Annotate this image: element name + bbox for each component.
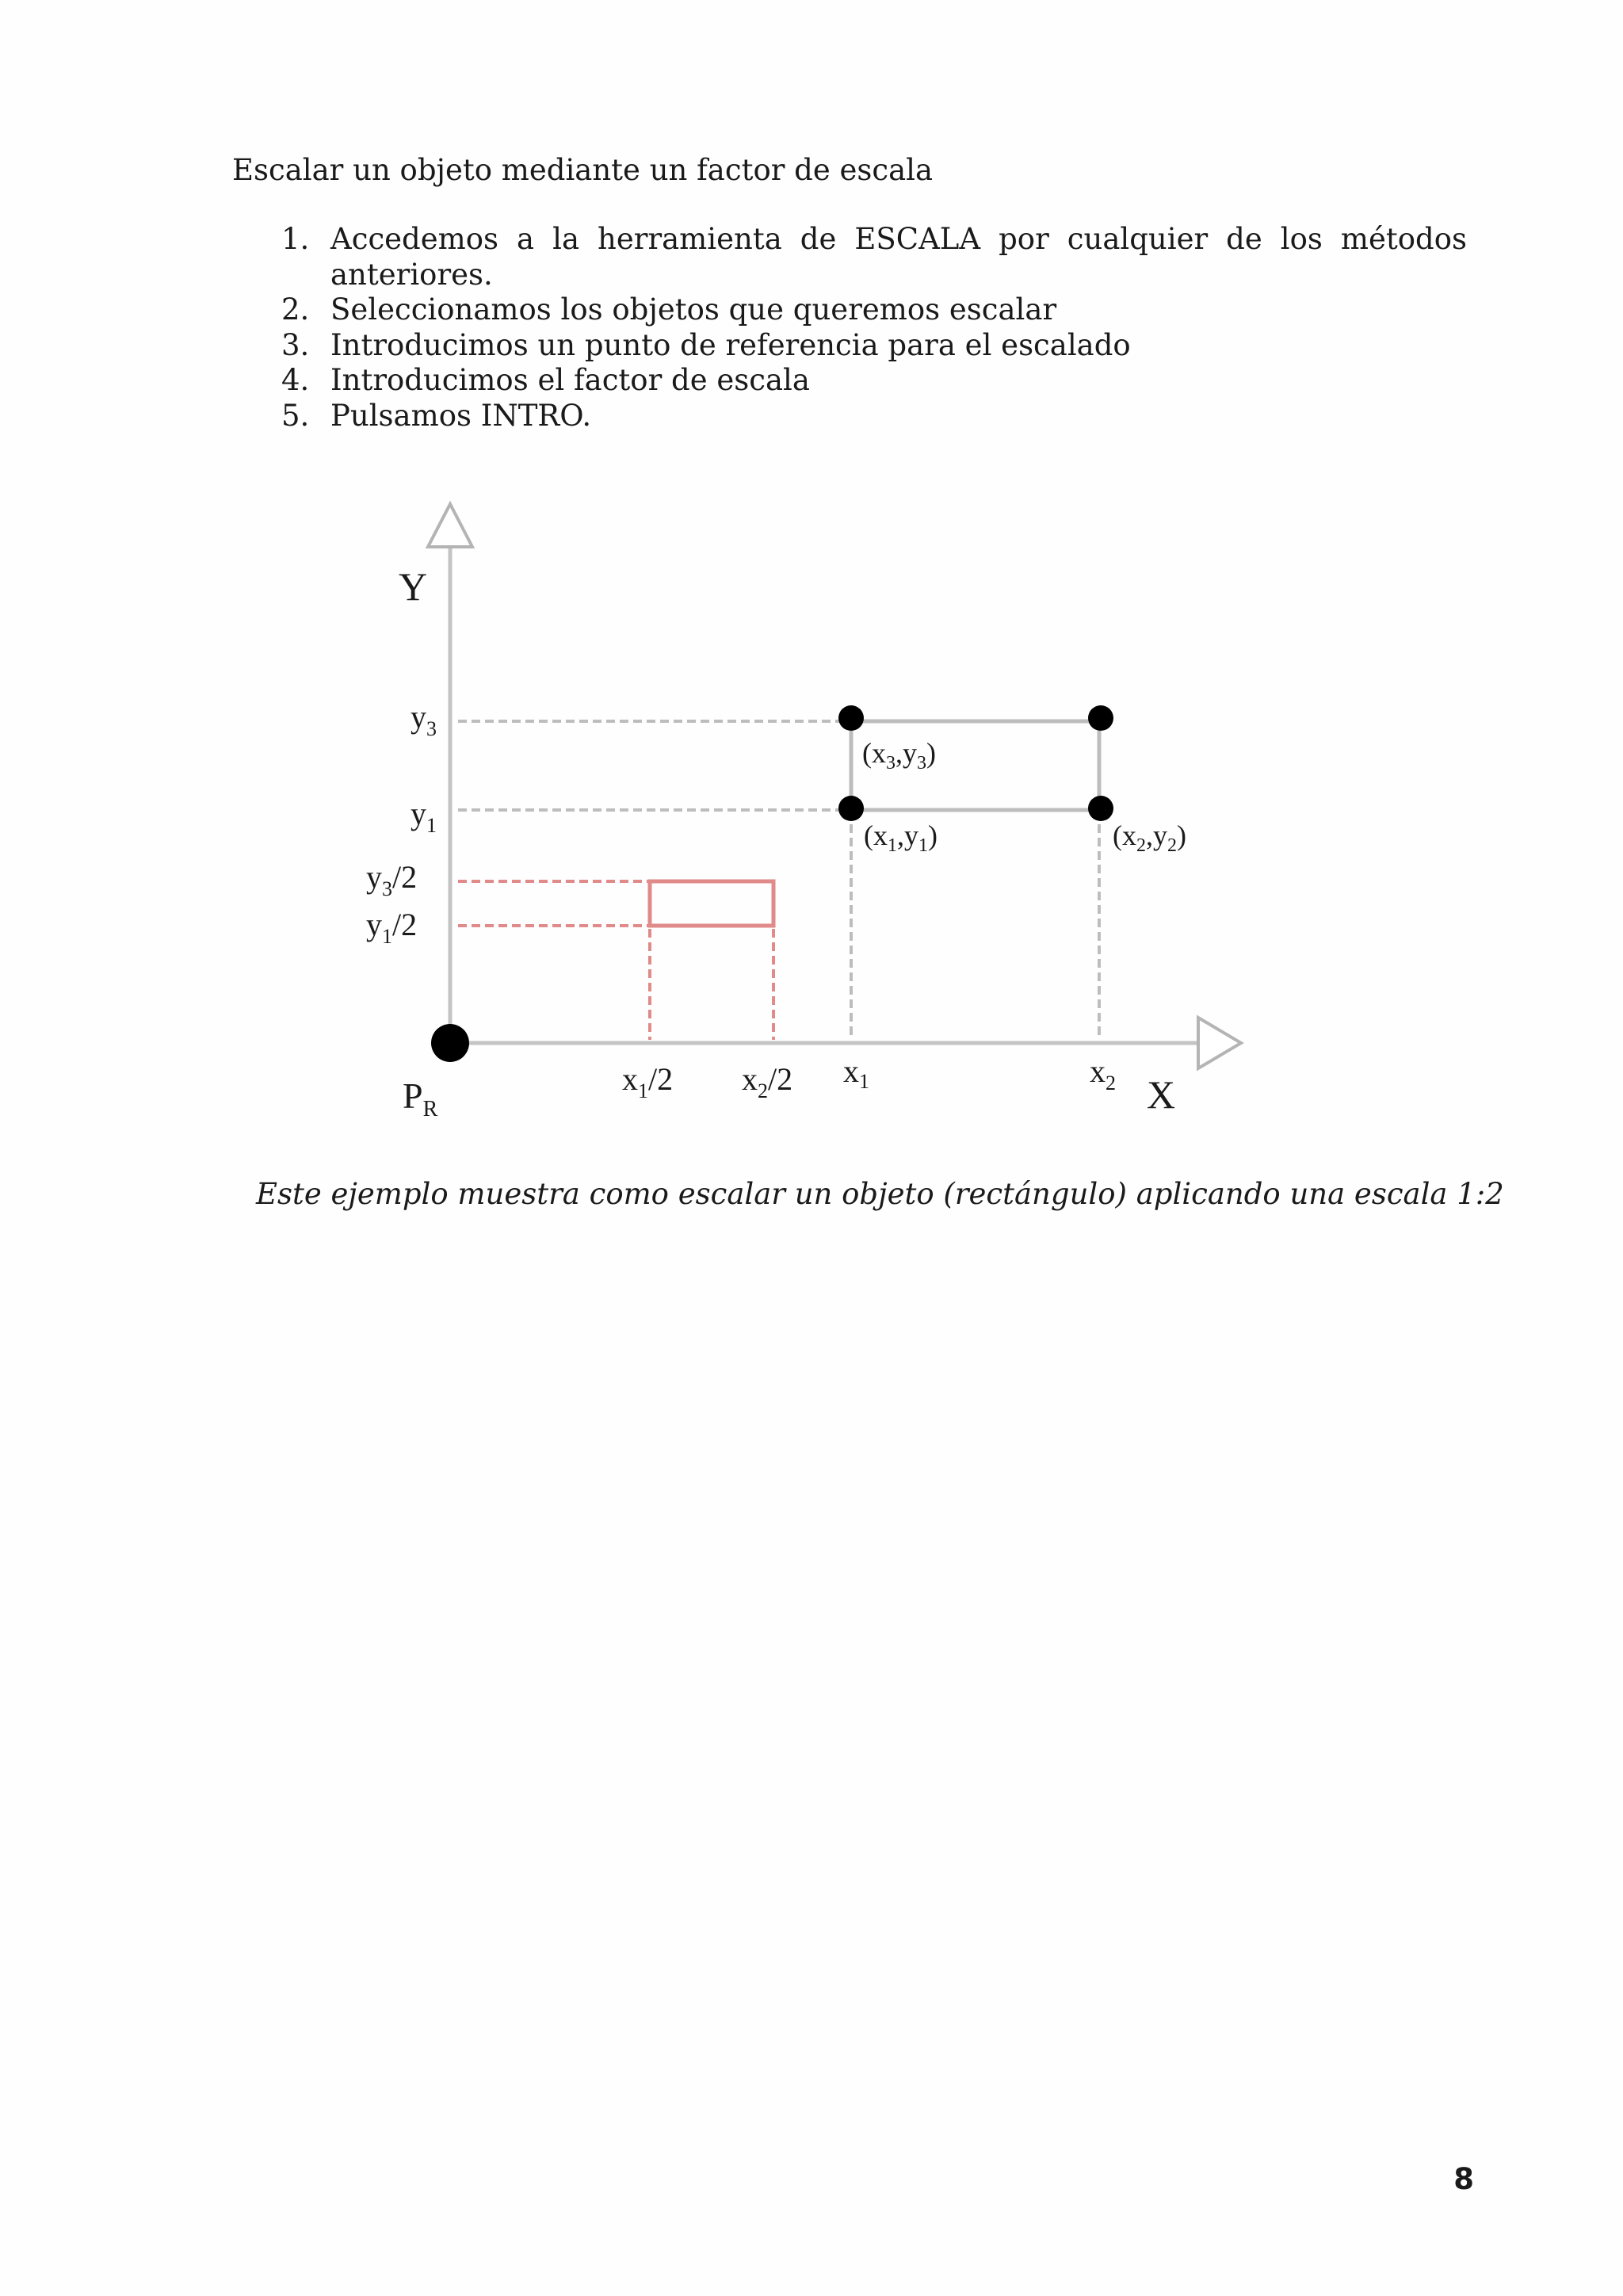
- list-item-number: 5.: [281, 398, 310, 433]
- scaled-rectangle: [650, 881, 773, 926]
- y-label-y3: $y_3$: [411, 699, 437, 740]
- x-label-x1-half: $x_1/2$: [622, 1061, 674, 1102]
- list-item-number: 2.: [281, 292, 310, 327]
- point-x3-y3: [838, 705, 864, 731]
- point-label-x2-y2: $(x_2,y_2)$: [1113, 819, 1186, 856]
- origin-label-main: P: [403, 1075, 423, 1116]
- y-label-y1-half: $y_1/2$: [366, 907, 418, 948]
- list-item-text: Seleccionamos los objetos que queremos escalar: [330, 292, 1057, 327]
- figure-caption: Este ejemplo muestra como escalar un objeto (rectángulo) aplicando una escala 1:2: [256, 1177, 1504, 1211]
- reference-point: [431, 1024, 469, 1062]
- x-label-x2: $x_2$: [1090, 1053, 1116, 1095]
- origin-label-sub: R: [422, 1097, 438, 1121]
- point-x1-y1: [838, 796, 864, 821]
- list-item-text: Introducimos el factor de escala: [330, 363, 810, 397]
- list-item-number: 4.: [281, 363, 310, 397]
- point-label-x1-y1: $(x_1,y_1)$: [864, 819, 938, 856]
- x-label-x2-half: $x_2/2$: [742, 1061, 793, 1102]
- point-label-x3-y3: $(x_3,y_3)$: [862, 737, 936, 774]
- section-heading: Escalar un objeto mediante un factor de escala: [232, 153, 934, 187]
- page-number: 8: [1453, 2162, 1474, 2196]
- y-axis-label: Y: [399, 564, 428, 609]
- y-label-y3-half: $y_3/2$: [366, 859, 418, 900]
- x-label-x1: $x_1$: [843, 1053, 869, 1093]
- y-axis-arrowhead: [428, 504, 472, 547]
- list-item-text: Accedemos a la herramienta de ESCALA por cualquier de los métodos anteriores.: [330, 222, 1467, 292]
- point-x2-y2: [1088, 796, 1113, 821]
- list-item-number: 3.: [281, 327, 310, 362]
- x-axis-arrowhead: [1198, 1018, 1241, 1068]
- list-item-text: Introducimos un punto de referencia para el escalado: [330, 327, 1131, 362]
- list-item-text: Pulsamos INTRO.: [330, 398, 592, 433]
- y-label-y1: $y_1$: [411, 796, 437, 837]
- scaled-guides: [458, 881, 773, 1040]
- list-item-number: 1.: [281, 222, 310, 256]
- origin-label: [403, 1075, 438, 1121]
- point-top-right: [1088, 705, 1113, 731]
- x-axis-label: X: [1147, 1072, 1176, 1117]
